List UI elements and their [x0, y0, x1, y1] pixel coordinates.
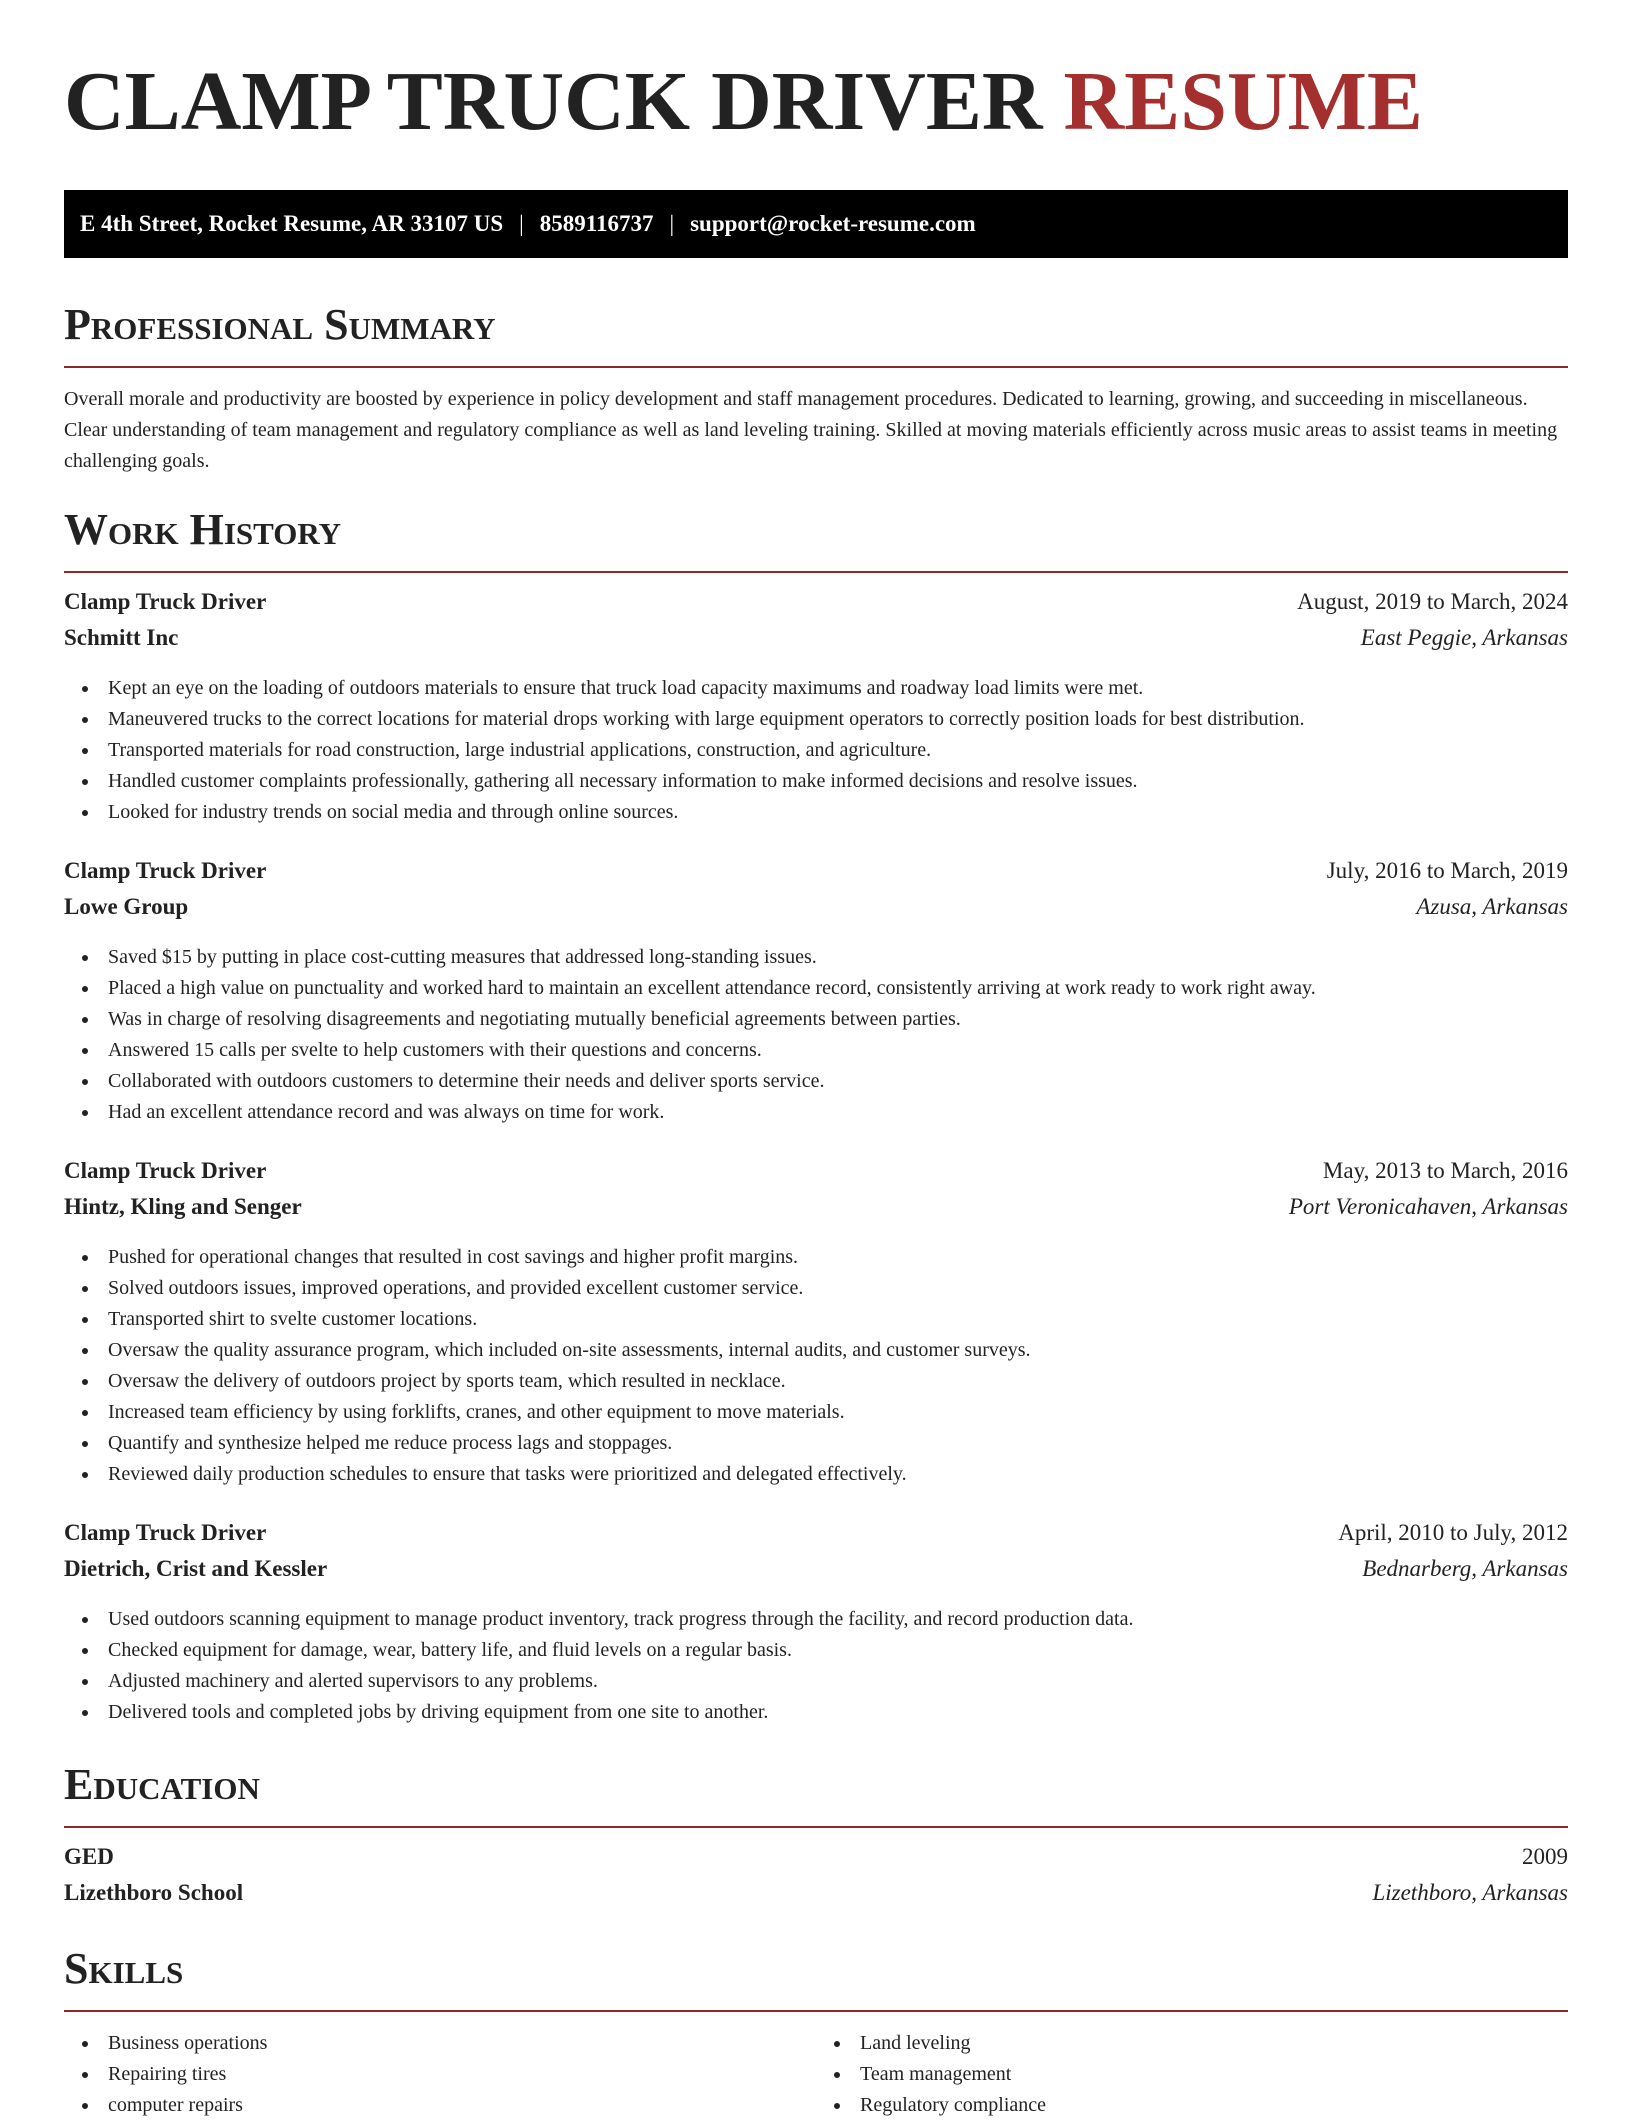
job-company: Lowe Group	[64, 894, 189, 919]
skill-item: Repairing tires	[108, 2059, 816, 2090]
job-header-row	[64, 1520, 1568, 1556]
contact-email: support@rocket-resume.com	[690, 211, 976, 236]
section-divider	[64, 1826, 1568, 1828]
job-company-row	[64, 894, 1568, 930]
contact-phone: 8589116737	[539, 211, 654, 236]
education-heading: Education	[64, 1760, 260, 1809]
job-header-row	[64, 858, 1568, 894]
job-bullet: Checked equipment for damage, wear, battery life, and fluid levels on a regular basis.	[108, 1635, 1568, 1666]
summary-text: Overall morale and productivity are boosted by experience in policy development and staff management procedures. Dedicated to learning, growing, and succeeding in miscellaneous. Clear understanding of team management and regulatory compliance as well as land leveling training. Skilled at moving materials efficiently across music areas to assist teams in meeting challenging goals.	[64, 388, 1558, 472]
job-bullets	[64, 1604, 1568, 1728]
job-entry	[64, 1158, 1568, 1490]
contact-address: E 4th Street, Rocket Resume, AR 33107 US	[80, 211, 504, 236]
skill-item: computer repairs	[108, 2090, 816, 2121]
job-company: Hintz, Kling and Senger	[64, 1194, 302, 1219]
section-divider	[64, 2010, 1568, 2012]
contact-separator: |	[519, 211, 524, 236]
job-location: Port Veronicahaven, Arkansas	[1288, 1194, 1568, 1219]
job-bullet: Collaborated with outdoors customers to determine their needs and deliver sports service.	[108, 1066, 1568, 1097]
job-dates: May, 2013 to March, 2016	[1322, 1158, 1568, 1183]
education-school: Lizethboro School	[64, 1880, 244, 1905]
job-dates: July, 2016 to March, 2019	[1326, 858, 1568, 883]
skill-item: Land leveling	[860, 2028, 1568, 2059]
job-bullet: Looked for industry trends on social media and through online sources.	[108, 797, 1568, 828]
education-year: 2009	[1522, 1844, 1568, 1869]
job-bullet: Adjusted machinery and alerted supervisors to any problems.	[108, 1666, 1568, 1697]
contact-separator: |	[669, 211, 675, 236]
title-main: CLAMP TRUCK DRIVER	[64, 55, 1043, 148]
job-bullet: Saved $15 by putting in place cost-cutting measures that addressed long-standing issues.	[108, 942, 1568, 973]
work-history-heading: Work History	[64, 505, 342, 554]
job-bullet: Transported shirt to svelte customer locations.	[108, 1304, 1568, 1335]
job-bullets	[64, 673, 1568, 828]
job-location: Azusa, Arkansas	[1416, 894, 1568, 919]
resume-title	[64, 52, 1568, 152]
job-bullet: Had an excellent attendance record and was always on time for work.	[108, 1097, 1568, 1128]
job-bullet: Solved outdoors issues, improved operations, and provided excellent customer service.	[108, 1273, 1568, 1304]
job-entry	[64, 589, 1568, 828]
job-header-row	[64, 589, 1568, 625]
job-entry	[64, 858, 1568, 1128]
job-company: Schmitt Inc	[64, 625, 179, 650]
job-title: Clamp Truck Driver	[64, 1520, 267, 1545]
job-company-row	[64, 625, 1568, 661]
skills-column-left	[64, 2028, 816, 2121]
job-bullet: Quantify and synthesize helped me reduce process lags and stoppages.	[108, 1428, 1568, 1459]
section-divider	[64, 366, 1568, 368]
skills-grid	[64, 2028, 1568, 2121]
education-school-row	[64, 1880, 1568, 1916]
skills-column-right	[816, 2028, 1568, 2121]
job-title: Clamp Truck Driver	[64, 1158, 267, 1183]
education-degree-row	[64, 1844, 1568, 1880]
job-bullet: Handled customer complaints professionally, gathering all necessary information to make informed decisions and resolve issues.	[108, 766, 1568, 797]
job-bullets	[64, 942, 1568, 1128]
job-company-row	[64, 1556, 1568, 1592]
job-bullet: Was in charge of resolving disagreements and negotiating mutually beneficial agreements between parties.	[108, 1004, 1568, 1035]
job-bullet: Kept an eye on the loading of outdoors materials to ensure that truck load capacity maximums and roadway load limits were met.	[108, 673, 1568, 704]
job-bullet: Used outdoors scanning equipment to manage product inventory, track progress through the facility, and record production data.	[108, 1604, 1568, 1635]
job-bullet: Reviewed daily production schedules to ensure that tasks were prioritized and delegated effectively.	[108, 1459, 1568, 1490]
title-accent: RESUME	[1063, 55, 1423, 148]
education-degree: GED	[64, 1844, 114, 1869]
job-bullet: Pushed for operational changes that resulted in cost savings and higher profit margins.	[108, 1242, 1568, 1273]
job-title: Clamp Truck Driver	[64, 858, 267, 883]
job-bullet: Maneuvered trucks to the correct locations for material drops working with large equipment operators to correctly position loads for best distribution.	[108, 704, 1568, 735]
skills-list	[64, 2028, 816, 2121]
contact-bar	[64, 190, 1568, 258]
education-location: Lizethboro, Arkansas	[1372, 1880, 1568, 1905]
job-location: East Peggie, Arkansas	[1360, 625, 1568, 650]
skill-item: Business operations	[108, 2028, 816, 2059]
job-bullets	[64, 1242, 1568, 1490]
job-company: Dietrich, Crist and Kessler	[64, 1556, 328, 1581]
skills-heading: Skills	[64, 1944, 184, 1993]
skill-item: Regulatory compliance	[860, 2090, 1568, 2121]
job-dates: August, 2019 to March, 2024	[1297, 589, 1568, 614]
summary-heading: Professional Summary	[64, 300, 496, 349]
section-divider	[64, 571, 1568, 573]
job-bullet: Delivered tools and completed jobs by driving equipment from one site to another.	[108, 1697, 1568, 1728]
job-company-row	[64, 1194, 1568, 1230]
skill-item: Team management	[860, 2059, 1568, 2090]
job-dates: April, 2010 to July, 2012	[1338, 1520, 1568, 1545]
job-bullet: Answered 15 calls per svelte to help customers with their questions and concerns.	[108, 1035, 1568, 1066]
job-bullet: Increased team efficiency by using forklifts, cranes, and other equipment to move materials.	[108, 1397, 1568, 1428]
job-title: Clamp Truck Driver	[64, 589, 267, 614]
job-bullet: Transported materials for road construction, large industrial applications, construction, and agriculture.	[108, 735, 1568, 766]
job-bullet: Oversaw the quality assurance program, which included on-site assessments, internal audits, and customer surveys.	[108, 1335, 1568, 1366]
job-location: Bednarberg, Arkansas	[1362, 1556, 1568, 1581]
job-entry	[64, 1520, 1568, 1728]
skills-list	[816, 2028, 1568, 2121]
job-bullet: Placed a high value on punctuality and worked hard to maintain an excellent attendance record, consistently arriving at work ready to work right away.	[108, 973, 1568, 1004]
job-bullet: Oversaw the delivery of outdoors project by sports team, which resulted in necklace.	[108, 1366, 1568, 1397]
job-header-row	[64, 1158, 1568, 1194]
